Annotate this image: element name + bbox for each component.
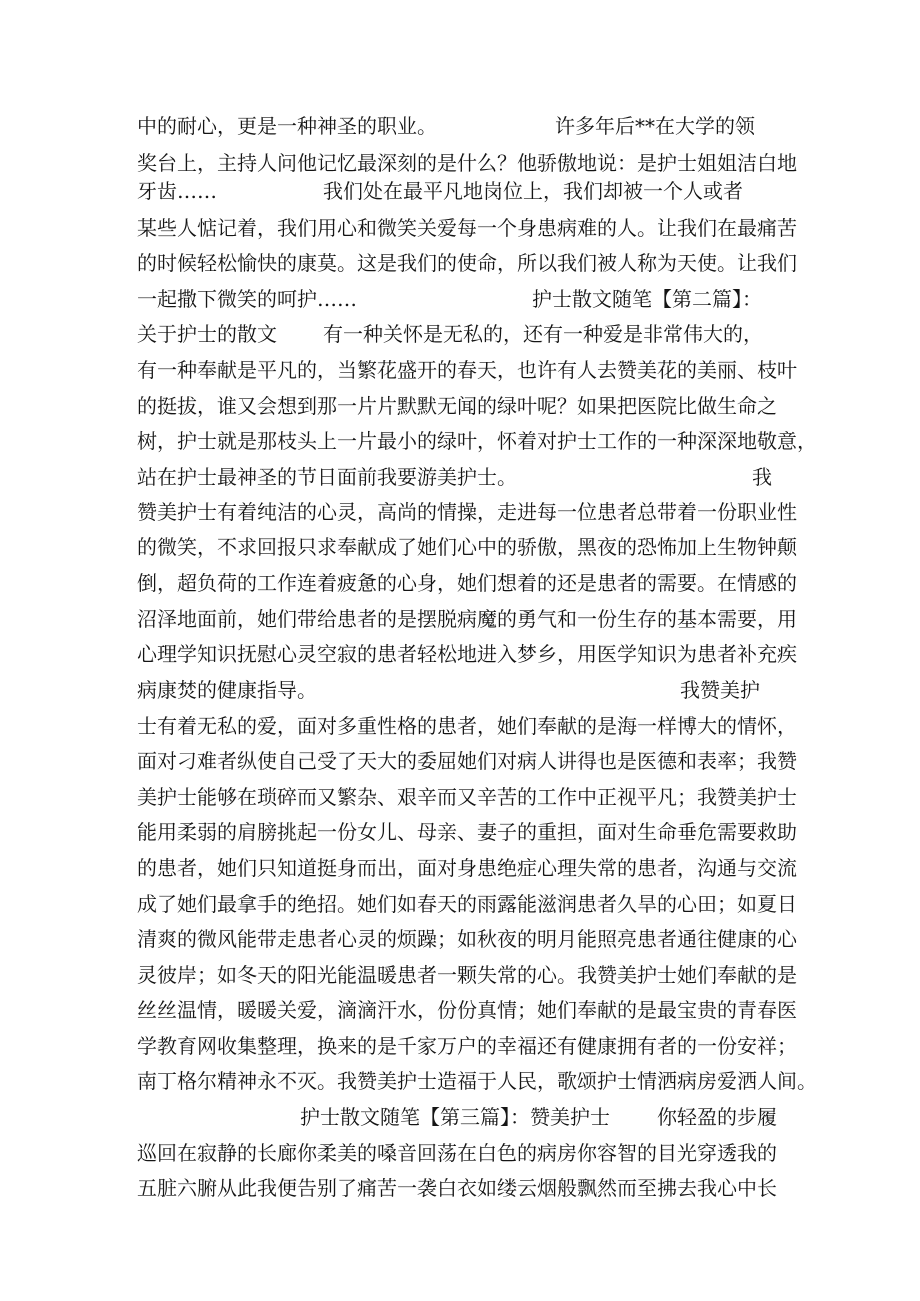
text-segment: 病康焚的健康指导。 [137, 678, 317, 702]
text-segment: 某些人惦记着，我们用心和微笑关爱每一个身患病难的人。让我们在最痛苦 [137, 216, 797, 240]
text-segment: 学教育网收集整理，换来的是千家万户的幸福还有健康拥有者的一份安祥； [137, 1034, 797, 1058]
text-line [0, 1170, 920, 1206]
text-segment: 许多年后**在大学的领 [555, 114, 755, 138]
text-segment: 我 [752, 465, 772, 489]
text-segment: 的患者，她们只知道挺身而出，面对身患绝症心理失常的患者，沟通与交流 [137, 856, 797, 880]
text-segment: 护士散文随笔【第三篇】：赞美护士 [300, 1105, 610, 1129]
text-segment: 丝丝温情，暖暖关爱，滴滴汗水，份份真情；她们奉献的是最宝贵的青春医 [137, 998, 797, 1022]
text-segment: 我赞美护 [680, 678, 760, 702]
text-line [0, 957, 920, 993]
text-segment: 能用柔弱的肩膀挑起一份女儿、母亲、妻子的重担，面对生命垂危需要救助 [137, 820, 797, 844]
text-segment: 五脏六腑从此我便告别了痛苦一袭白衣如缕云烟般飘然而至拂去我心中长 [137, 1176, 777, 1200]
text-line [0, 1063, 920, 1099]
text-line [0, 459, 920, 495]
text-segment: 南丁格尔精神永不灭。我赞美护士造福于人民，歌颂护士情洒病房爱洒人间。 [137, 1069, 817, 1093]
text-line [0, 814, 920, 850]
text-segment: 牙齿…… [137, 179, 217, 203]
text-segment: 赞美护士有着纯洁的心灵，高尚的情操，走进每一位患者总带着一份职业性 [137, 500, 797, 524]
text-segment: 倒，超负荷的工作连着疲惫的心身，她们想着的还是患者的需要。在情感的 [137, 571, 797, 595]
text-segment: 成了她们最拿手的绝招。她们如春天的雨露能滋润患者久旱的心田；如夏日 [137, 892, 797, 916]
text-line [0, 108, 920, 144]
text-line [0, 423, 920, 459]
text-line [0, 1135, 920, 1171]
text-segment: 面对刁难者纵使自己受了天大的委屈她们对病人讲得也是医德和表率；我赞 [137, 749, 797, 773]
text-segment: 的时候轻松愉快的康莫。这是我们的使命，所以我们被人称为天使。让我们 [137, 251, 797, 275]
text-segment: 心理学知识抚慰心灵空寂的患者轻松地进入梦乡，用医学知识为患者补充疾 [137, 642, 797, 666]
text-line [0, 1099, 920, 1135]
text-segment: 站在护士最神圣的节日面前我要游美护士。 [137, 465, 517, 489]
text-line [0, 281, 920, 317]
text-line [0, 850, 920, 886]
text-segment: 沼泽地面前，她们带给患者的是摆脱病魔的勇气和一份生存的基本需要，用 [137, 607, 797, 631]
text-segment: 美护士能够在琐碎而又繁杂、艰辛而又辛苦的工作中正视平凡；我赞美护士 [137, 785, 797, 809]
text-line [0, 708, 920, 744]
text-line [0, 352, 920, 388]
text-line [0, 886, 920, 922]
text-line [0, 601, 920, 637]
text-line [0, 779, 920, 815]
text-segment: 巡回在寂静的长廊你柔美的嗓音回荡在白色的病房你容智的目光穿透我的 [137, 1141, 777, 1165]
text-segment: 护士散文随笔【第二篇】： [532, 287, 762, 311]
text-line [0, 992, 920, 1028]
text-segment: 中的耐心，更是一种神圣的职业。 [137, 114, 437, 138]
text-line [0, 565, 920, 601]
text-line [0, 388, 920, 424]
text-line [0, 245, 920, 281]
text-segment: 灵彼岸；如冬天的阳光能温暖患者一颗失常的心。我赞美护士她们奉献的是 [137, 963, 797, 987]
text-line [0, 636, 920, 672]
text-line [0, 743, 920, 779]
text-segment: 你轻盈的步履 [657, 1105, 777, 1129]
text-segment: 关于护士的散文 [137, 322, 277, 346]
text-line [0, 921, 920, 957]
text-segment: 我们处在最平凡地岗位上，我们却被一个人或者 [323, 179, 743, 203]
text-line [0, 672, 920, 708]
text-segment: 奖台上，主持人问他记忆最深刻的是什么？他骄傲地说：是护士姐姐洁白地 [137, 151, 797, 175]
text-line [0, 494, 920, 530]
text-line [0, 1028, 920, 1064]
text-line [0, 173, 920, 209]
text-line [0, 529, 920, 565]
text-segment: 树，护士就是那枝头上一片最小的绿叶，怀着对护士工作的一种深深地敬意， [137, 429, 817, 453]
text-segment: 有一种奉献是平凡的，当繁花盛开的春天，也许有人去赞美花的美丽、枝叶 [137, 358, 797, 382]
text-segment: 一起撒下微笑的呵护…… [137, 287, 357, 311]
text-line [0, 316, 920, 352]
text-segment: 士有着无私的爱，面对多重性格的患者，她们奉献的是海一样博大的情怀， [137, 714, 797, 738]
text-segment: 的微笑，不求回报只求奉献成了她们心中的骄傲，黑夜的恐怖加上生物钟颠 [137, 535, 797, 559]
text-segment: 的挺拔，谁又会想到那一片片默默无闻的绿叶呢？如果把医院比做生命之 [137, 394, 777, 418]
text-segment: 有一种关怀是无私的，还有一种爱是非常伟大的， [323, 322, 763, 346]
text-segment: 清爽的微风能带走患者心灵的烦躁；如秋夜的明月能照亮患者通往健康的心 [137, 927, 797, 951]
text-line [0, 210, 920, 246]
